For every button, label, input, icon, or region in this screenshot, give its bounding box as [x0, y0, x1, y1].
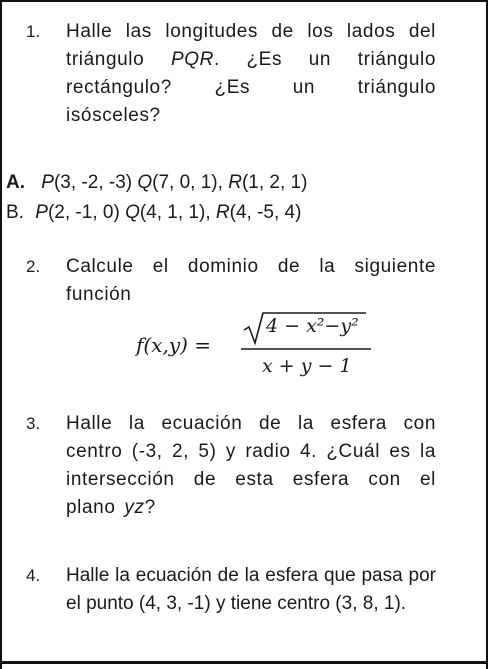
formula-lhs: f(x,y) =	[136, 333, 212, 357]
problem-text-after: . ¿Es un triángulo rectángulo? ¿Es un triángulo isósceles?	[66, 49, 436, 126]
problem-text: Calcule el dominio de la siguiente función	[66, 256, 436, 305]
point-name: R	[228, 172, 242, 193]
problem-number: 4.	[26, 566, 41, 585]
point-coords: (4, -5, 4)	[229, 202, 302, 223]
option-b	[6, 201, 301, 225]
problem-text	[66, 410, 436, 522]
triangle-name: PQR	[170, 49, 214, 70]
plane-name: yz	[124, 497, 145, 518]
problem-text-before: Halle la ecuación de la esfera con centro (-3, 2, 5) y radio 4. ¿Cuál es la intersección de esta esfera con el plano	[66, 413, 436, 518]
page-frame-left	[0, 0, 2, 669]
problem-number: 2.	[26, 257, 41, 276]
point-coords: (3, -2, -3)	[53, 172, 133, 193]
point-name: P	[35, 202, 48, 223]
problem-1	[26, 18, 436, 130]
point-name: Q	[125, 202, 140, 223]
point-name: P	[41, 172, 54, 193]
point-name: Q	[137, 172, 153, 193]
problem-number: 3.	[26, 414, 41, 433]
problem-2	[26, 253, 436, 377]
option-a	[6, 171, 307, 195]
problem-3	[26, 410, 436, 522]
page-frame-top	[0, 0, 488, 2]
option-letter: A.	[6, 172, 25, 193]
page-frame-bottom	[0, 661, 488, 664]
point-coords: (2, -1, 0)	[47, 202, 120, 223]
option-letter: B.	[6, 202, 24, 223]
formula-denominator: x + y − 1	[262, 355, 352, 377]
formula-graphic	[26, 308, 436, 378]
problem-4	[26, 562, 436, 618]
problem-text-after: ?	[144, 497, 156, 518]
point-coords: (7, 0, 1)	[152, 172, 218, 193]
problem-text-before: Halle las longitudes de los lados del triángulo	[66, 21, 436, 70]
point-coords: (1, 2, 1)	[241, 172, 308, 193]
point-coords: (4, 1, 1)	[139, 202, 206, 223]
point-name: R	[215, 202, 230, 223]
domain-formula	[26, 308, 436, 378]
option-points: P(2, -1, 0) Q(4, 1, 1), R(4, -5, 4)	[35, 202, 302, 223]
problem-text: Halle la ecuación de la esfera que pasa por el punto (4, 3, -1) y tiene centro (3, 8, 1).	[66, 565, 436, 614]
problem-number: 1.	[26, 22, 41, 41]
option-points: P(3, -2, -3) Q(7, 0, 1), R(1, 2, 1)	[41, 172, 308, 193]
problem-text	[66, 18, 436, 130]
formula-radicand: 4 − x²−y²	[266, 315, 359, 337]
